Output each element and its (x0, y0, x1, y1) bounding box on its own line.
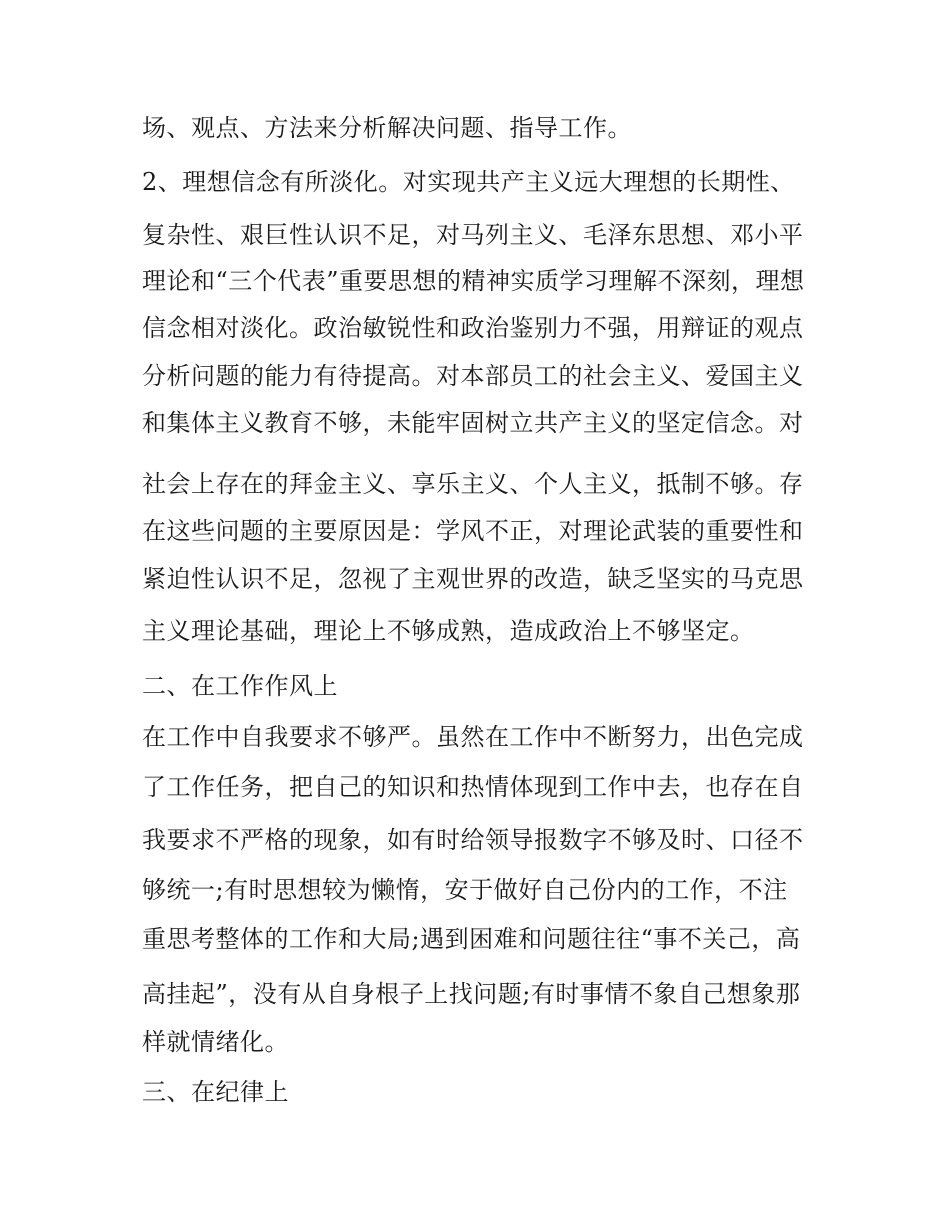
body-text-line: 在工作中自我要求不够严。虽然在工作中不断努力，出色完成 (142, 723, 804, 751)
body-text-line: 2、理想信念有所淡化。对实现共产主义远大理想的长期性、 (142, 168, 795, 196)
section-heading: 二、在工作作风上 (142, 672, 338, 700)
body-text-line: 复杂性、艰巨性认识不足，对马列主义、毛泽东思想、邓小平 (142, 221, 804, 249)
body-text-line: 重思考整体的工作和大局;遇到困难和问题往往“事不关己，高 (142, 925, 801, 953)
section-heading: 三、在纪律上 (142, 1078, 289, 1106)
body-text-line: 和集体主义教育不够，未能牢固树立共产主义的坚定信念。对 (142, 409, 804, 437)
body-text-line: 在这些问题的主要原因是：学风不正，对理论武装的重要性和 (142, 517, 804, 545)
body-text-line: 社会上存在的拜金主义、享乐主义、个人主义，抵制不够。存 (142, 470, 804, 498)
body-text-line: 场、观点、方法来分析解决问题、指导工作。 (142, 114, 632, 142)
body-text-line: 我要求不严格的现象，如有时给领导报数字不够及时、口径不 (142, 826, 804, 854)
body-text-line: 分析问题的能力有待提高。对本部员工的社会主义、爱国主义 (142, 362, 804, 390)
body-text-line: 理论和“三个代表”重要思想的精神实质学习理解不深刻，理想 (142, 267, 805, 295)
body-text-line: 高挂起”，没有从自身根子上找问题;有时事情不象自己想象那 (142, 980, 801, 1008)
body-text-line: 样就情绪化。 (142, 1028, 289, 1056)
body-text-line: 够统一;有时思想较为懒惰，安于做好自己份内的工作，不注 (142, 876, 788, 904)
body-text-line: 信念相对淡化。政治敏锐性和政治鉴别力不强，用辩证的观点 (142, 314, 804, 342)
body-text-line: 紧迫性认识不足，忽视了主观世界的改造，缺乏坚实的马克思 (142, 565, 804, 593)
body-text-line: 了工作任务，把自己的知识和热情体现到工作中去，也存在自 (142, 773, 804, 801)
body-text-line: 主义理论基础，理论上不够成熟，造成政治上不够坚定。 (142, 617, 755, 645)
